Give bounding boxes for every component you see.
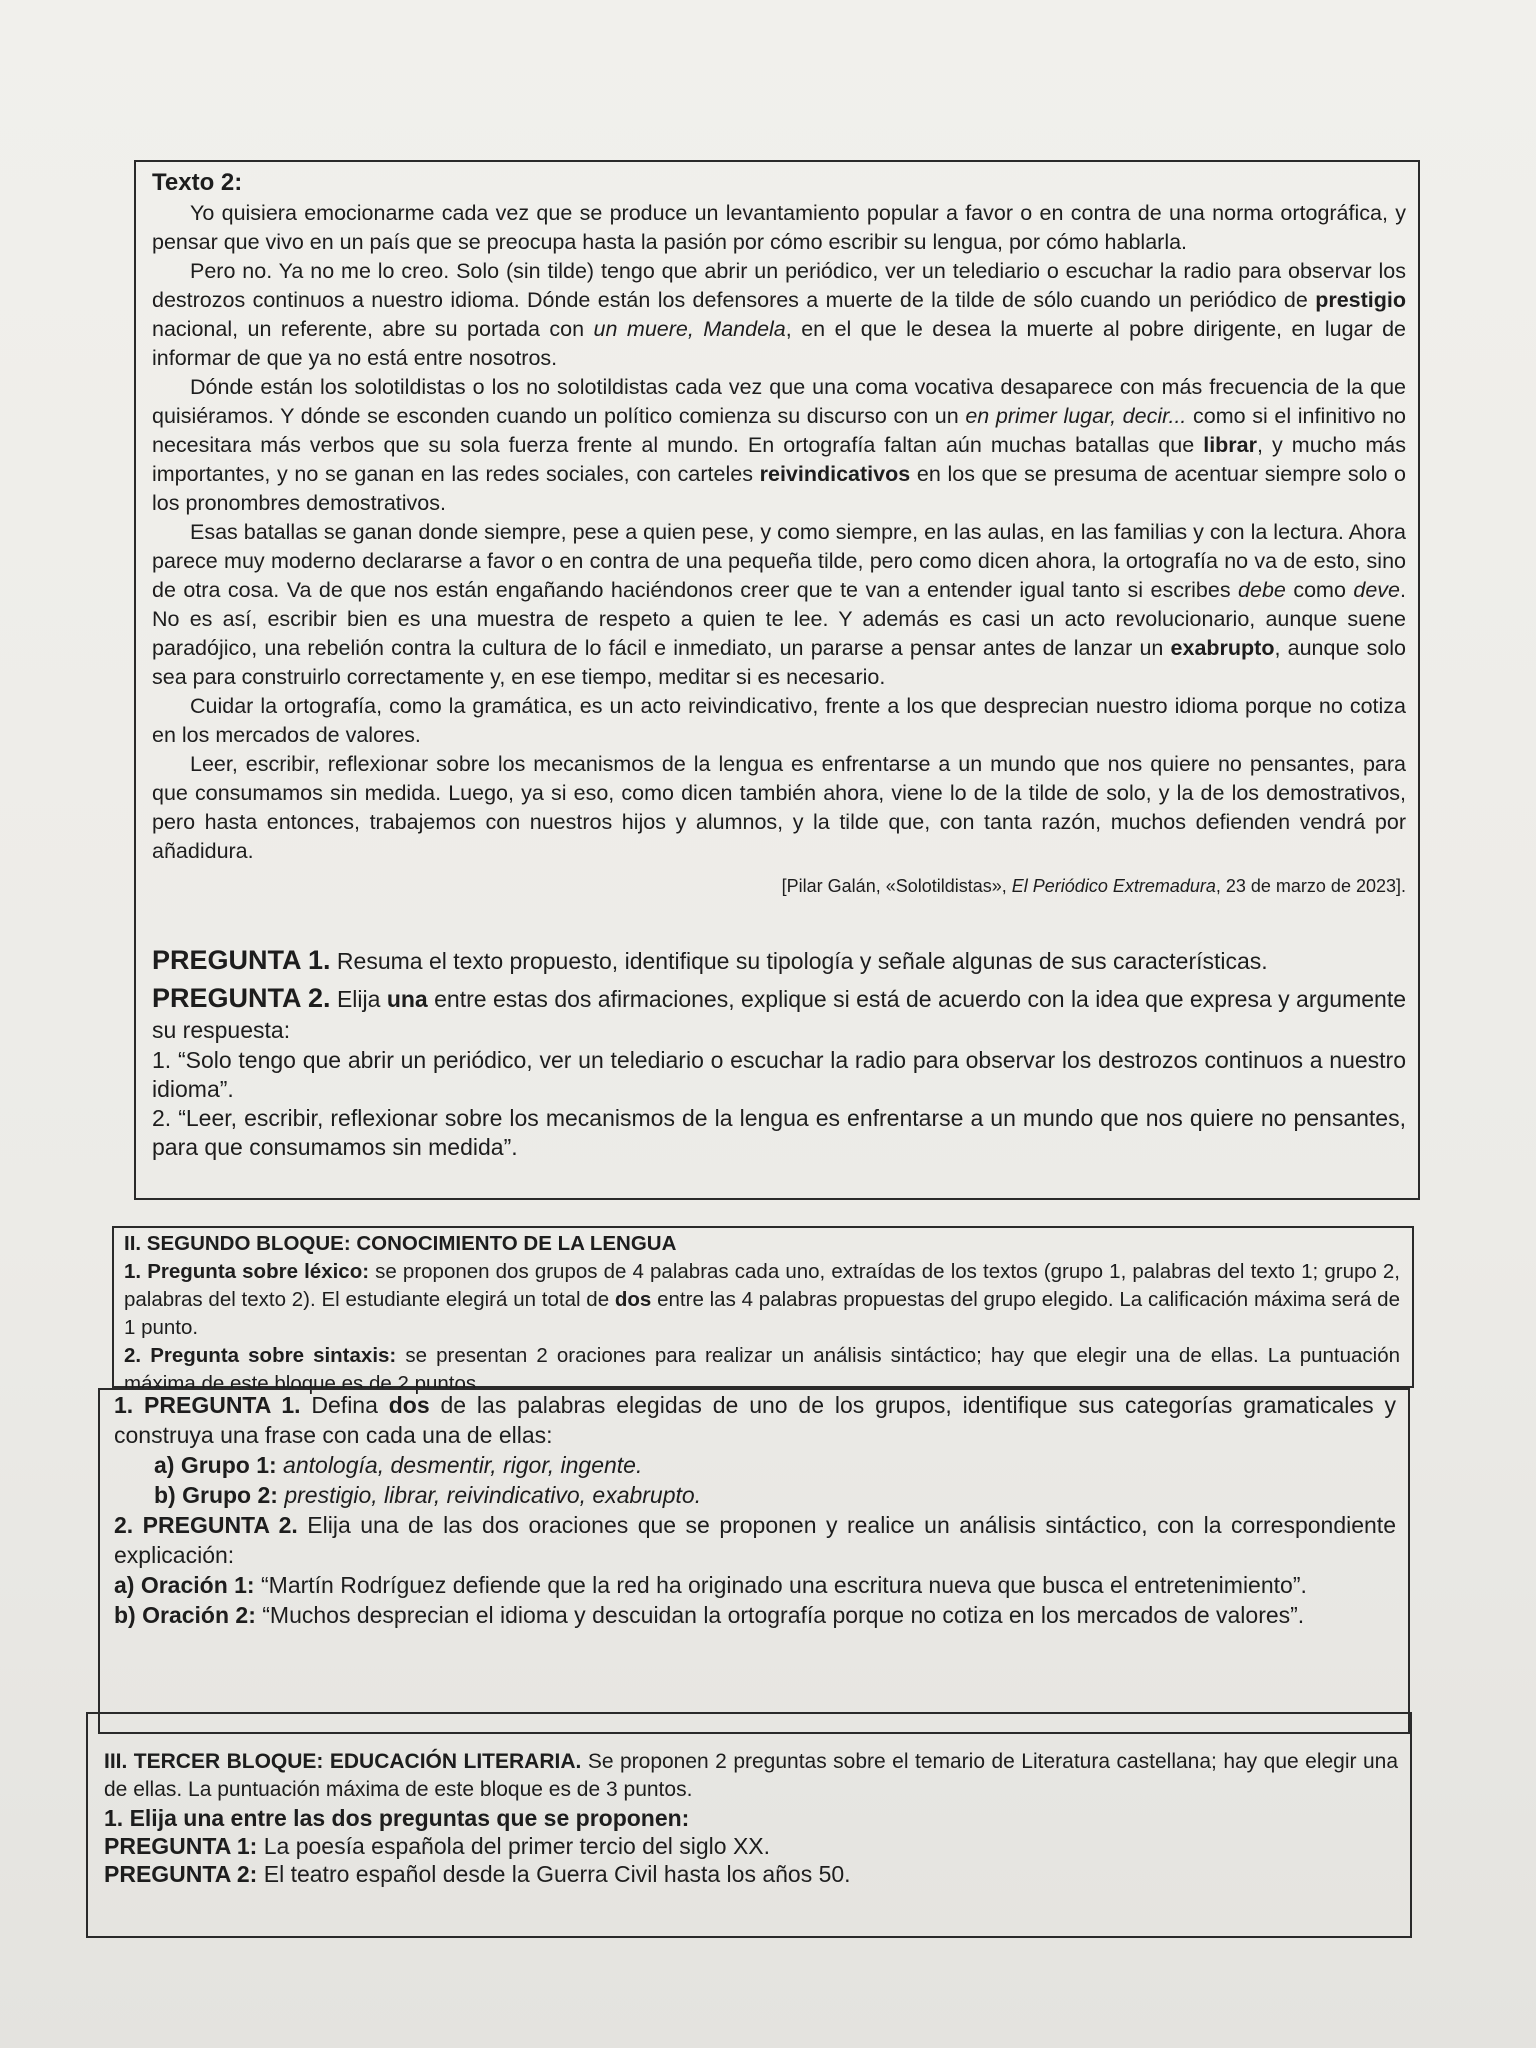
text-run: El teatro español desde la Guerra Civil hasta los años 50. <box>257 1861 851 1887</box>
italic-phrase: en primer lugar, decir... <box>965 404 1187 428</box>
text-run: Resuma el texto propuesto, identifique su tipología y señale algunas de sus características. <box>330 948 1268 974</box>
bold-word: exabrupto <box>1170 636 1275 660</box>
question-label: PREGUNTA 2. <box>152 983 331 1013</box>
bloque3-box <box>86 1712 1412 1938</box>
text-run: “Muchos desprecian el idioma y descuidan la ortografía porque no cotiza en los mercados de valores”. <box>255 1602 1305 1628</box>
italic-phrase: El Periódico Extremadura <box>1011 876 1216 896</box>
texto2-paragraph-3 <box>152 373 1406 518</box>
italic-word: debe <box>1238 578 1286 602</box>
text-run: Dónde están los solotildistas o los no solotildistas cada vez que una coma vocativa desaparece con más frecuencia de la que quisiéramos. Y dónde se esconden cuando un político comienza su discurso con un <box>152 375 1406 428</box>
text-run: Defina <box>300 1392 389 1418</box>
text-run: , y mucho más importantes, y no se ganan en las redes sociales, con carteles <box>152 433 1406 486</box>
bold-label: 2. Pregunta sobre sintaxis: <box>124 1344 397 1367</box>
bloque3-pregunta-1 <box>104 1832 1398 1860</box>
text-run: La poesía española del primer tercio del siglo XX. <box>257 1833 771 1859</box>
bold-label: a) Grupo 1: <box>154 1452 277 1478</box>
grupo-1 <box>114 1450 1396 1480</box>
texto2-box <box>134 160 1420 1200</box>
grupo-2 <box>114 1480 1396 1510</box>
bloque3-instruction: 1. Elija una entre las dos preguntas que se proponen: <box>104 1805 690 1831</box>
bold-word: dos <box>388 1392 430 1418</box>
italic-phrase: un muere, Mandela <box>593 317 786 341</box>
texto2-paragraph-2 <box>152 257 1406 373</box>
bold-word: prestigio <box>1315 288 1406 312</box>
text-run: Elija <box>330 986 387 1012</box>
text-run: como si el infinitivo no necesitara más verbos que su sola fuerza frente al mundo. En ortografía faltan aún muchas batallas que <box>152 404 1406 457</box>
text-run: como <box>1285 578 1354 602</box>
text-run: de las palabras elegidas de uno de los grupos, identifique sus categorías gramaticales y construya una frase con cada una de ellas: <box>114 1392 1396 1448</box>
text-run: , en el que le desea la muerte al pobre dirigente, en lugar de informar de que ya no está entre nosotros. <box>152 317 1407 370</box>
text-run: nacional, un referente, abre su portada con <box>152 317 594 341</box>
text-run: , 23 de marzo de 2023]. <box>1215 876 1406 896</box>
text-run: entre estas dos afirmaciones, explique si está de acuerdo con la idea que expresa y argumente su respuesta: <box>152 986 1407 1043</box>
texto2-source <box>152 872 1406 901</box>
text-run: Elija una de las dos oraciones que se proponen y realice un análisis sintáctico, con la correspondiente explicación: <box>114 1512 1396 1568</box>
texto2-title: Texto 2: <box>152 169 243 196</box>
bloque2-pregunta-2 <box>114 1510 1396 1570</box>
question-2 <box>152 983 1406 1046</box>
text-run: Esas batallas se ganan donde siempre, pese a quien pese, y como siempre, en las aulas, en las familias y con la lectura. Ahora parece muy moderno declararse a favor o en contra de una pequeña tilde, pero como dicen ahora, la ortografía no va de esto, sino de otra cosa. Va de que nos están engañando haciéndonos creer que te van a entender igual tanto si escribes <box>152 520 1406 602</box>
bold-word: reivindicativos <box>759 462 911 486</box>
text-run: se presentan 2 oraciones para realizar un análisis sintáctico; hay que elegir una de ellas. La puntuación máxima de este bloque es de 2 puntos. <box>124 1344 1401 1395</box>
bold-label: PREGUNTA 2: <box>104 1861 258 1887</box>
question-1 <box>152 945 1406 977</box>
bold-label: PREGUNTA 1: <box>104 1833 258 1859</box>
text-run: se proponen dos grupos de 4 palabras cada uno, extraídas de los textos (grupo 1, palabras del texto 1; grupo 2, palabras del texto 2). El estudiante elegirá un total de <box>124 1260 1400 1311</box>
bloque2-box <box>112 1226 1414 1395</box>
bold-word: librar <box>1203 433 1257 457</box>
text-run: [Pilar Galán, «Solotildistas», <box>781 876 1012 896</box>
text-run: . No es así, escribir bien es una muestra de respeto a quien te lee. Y además es casi un acto revolucionario, aunque suene paradójico, una rebelión contra la cultura de lo fácil e inmediato, un pararse a pensar antes de lanzar un <box>152 578 1406 660</box>
bloque3-heading <box>104 1748 1398 1804</box>
word-list: prestigio, librar, reivindicativo, exabrupto. <box>277 1482 702 1508</box>
bloque2-pregunta-1 <box>114 1390 1396 1450</box>
texto2-paragraph-5: Cuidar la ortografía, como la gramática, es un acto reivindicativo, frente a los que desprecian nuestro idioma porque no cotiza en los mercados de valores. <box>152 694 1406 747</box>
bold-label: III. TERCER BLOQUE: EDUCACIÓN LITERARIA. <box>104 1750 582 1773</box>
option-1: 1. “Solo tengo que abrir un periódico, ver un telediario o escuchar la radio para observar los destrozos continuos a nuestro idioma”. <box>152 1047 1406 1102</box>
bold-word: una <box>386 986 428 1012</box>
bloque3-pregunta-2 <box>104 1860 1398 1888</box>
text-run: Se proponen 2 preguntas sobre el temario de Literatura castellana; hay que elegir una de ellas. La puntuación máxima de este bloque es de 3 puntos. <box>104 1750 1398 1801</box>
text-run: , aunque solo sea para construirlo correctamente y, en ese tiempo, meditar si es necesario. <box>152 636 1407 689</box>
bloque2-preguntas-box <box>98 1388 1410 1734</box>
question-label: PREGUNTA 1. <box>152 945 331 975</box>
oracion-1 <box>114 1570 1396 1600</box>
bold-label: 1. PREGUNTA 1. <box>114 1392 301 1418</box>
text-run: entre las 4 palabras propuestas del grupo elegido. La calificación máxima será de 1 punto. <box>124 1288 1400 1339</box>
text-run: “Martín Rodríguez defiende que la red ha originado una escritura nueva que busca el entretenimiento”. <box>254 1572 1307 1598</box>
bold-label: b) Oración 2: <box>114 1602 256 1628</box>
text-run: en los que se presuma de acentuar siempre solo o los pronombres demostrativos. <box>152 462 1406 515</box>
word-list: antología, desmentir, rigor, ingente. <box>276 1452 643 1478</box>
bold-word: dos <box>614 1288 652 1311</box>
oracion-2 <box>114 1600 1396 1630</box>
bold-label: 1. Pregunta sobre léxico: <box>124 1260 370 1283</box>
italic-word: deve <box>1353 578 1401 602</box>
bold-label: a) Oración 1: <box>114 1572 255 1598</box>
texto2-paragraph-4 <box>152 518 1406 692</box>
bold-label: b) Grupo 2: <box>154 1482 278 1508</box>
text-run: Pero no. Ya no me lo creo. Solo (sin tilde) tengo que abrir un periódico, ver un telediario o escuchar la radio para observar los destrozos continuos a nuestro idioma. Dónde están los defensores a muerte de la tilde de sólo cuando un periódico de <box>152 259 1406 312</box>
texto2-paragraph-1: Yo quisiera emocionarme cada vez que se produce un levantamiento popular a favor o en contra de una norma ortográfica, y pensar que vivo en un país que se preocupa hasta la pasión por cómo escribir su lengua, por cómo hablarla. <box>152 201 1406 254</box>
option-2: 2. “Leer, escribir, reflexionar sobre los mecanismos de la lengua es enfrentarse a un mundo que nos quiere no pensantes, para que consumamos sin medida”. <box>152 1105 1406 1160</box>
bold-label: 2. PREGUNTA 2. <box>114 1512 298 1538</box>
bloque2-heading: II. SEGUNDO BLOQUE: CONOCIMIENTO DE LA LENGUA <box>124 1232 677 1255</box>
bloque2-lexico <box>124 1258 1400 1342</box>
texto2-paragraph-6: Leer, escribir, reflexionar sobre los mecanismos de la lengua es enfrentarse a un mundo que nos quiere no pensantes, para que consumamos sin medida. Luego, ya si eso, como dicen también ahora, viene lo de la tilde de solo, y la de los demostrativos, pero hasta entonces, trabajemos con nuestros hijos y alumnos, y la tilde que, con tanta razón, muchos defienden vendrá por añadidura. <box>152 752 1406 863</box>
